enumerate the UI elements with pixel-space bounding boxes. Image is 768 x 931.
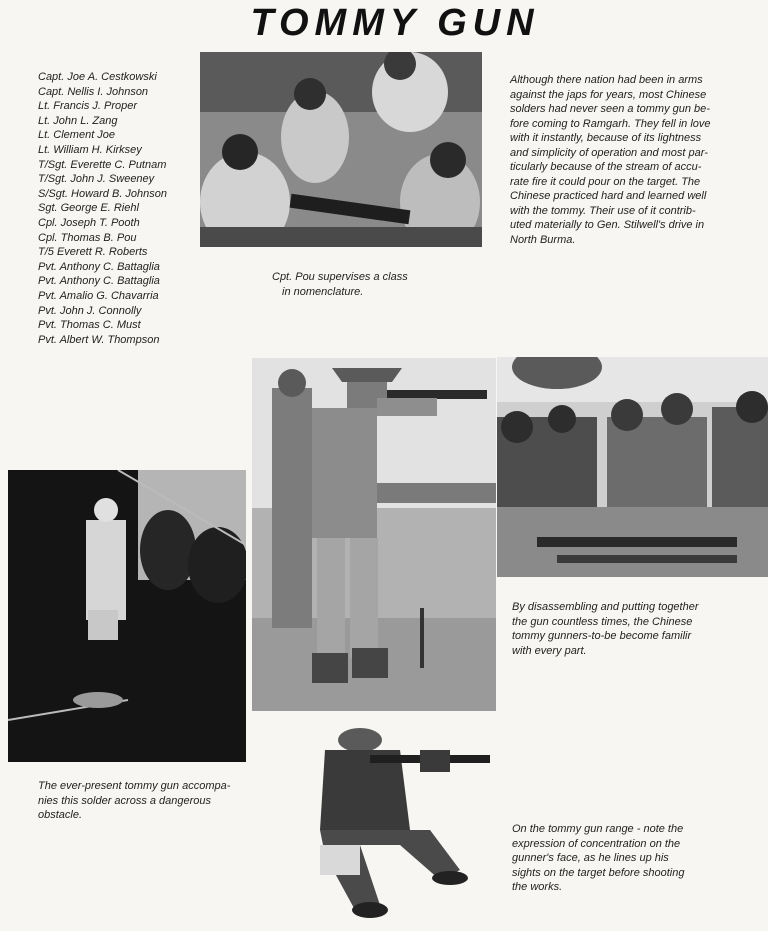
caption-range: On the tommy gun range - note the expression of concentration on the gunner's face, as he lines up his sights on the target before shooting the works. xyxy=(512,823,685,893)
photo-disassembly xyxy=(497,357,768,577)
roster-name: Capt. Joe A. Cestkowski xyxy=(38,71,157,83)
roster-name: S/Sgt. Howard B. Johnson xyxy=(38,187,168,200)
roster-name: Cpl. Joseph T. Pooth xyxy=(38,216,140,229)
roster-name: Cpl. Thomas B. Pou xyxy=(38,231,137,244)
roster-name: Lt. William H. Kirksey xyxy=(38,143,142,156)
caption-obstacle: The ever-present tommy gun accompa- nies this solder across a dangerous obstacle. xyxy=(38,780,231,821)
caption-class: Cpt. Pou supervises a class in nomenclature. xyxy=(272,271,408,298)
roster-name: Lt. Clement Joe xyxy=(38,129,116,142)
photo-standing-shooter xyxy=(252,358,496,711)
roster-name: T/Sgt. John J. Sweeney xyxy=(38,173,155,186)
photo-class-nomenclature xyxy=(200,52,482,247)
roster-name: Pvt. John J. Connolly xyxy=(38,304,142,317)
roster-name: Pvt. Albert W. Thompson xyxy=(38,333,160,346)
roster-name: Pvt. Amalio G. Chavarria xyxy=(38,289,159,302)
roster-name: Lt. John L. Zang xyxy=(38,114,118,127)
roster-name: Pvt. Thomas C. Must xyxy=(38,319,141,332)
intro-paragraph: Although there nation had been in arms against the japs for years, most Chinese solders had never seen a tommy gun be- fore coming to Ramgarh. They fell in love with it instantly, because of its lightness and simplicity of operation and most par- ticularly because of the stream of accu- rate fire it could pour on the target. The Chinese practiced hard and learned well with the tommy. Their use of it contrib- uted materially to Gen. Stilwell's drive in North Burma. xyxy=(510,74,711,246)
roster-name: Lt. Francis J. Proper xyxy=(38,100,138,113)
caption-disassembly: By disassembling and putting together the gun countless times, the Chinese tommy gunners-to-be become familir with every part. xyxy=(512,601,699,657)
photo-obstacle-crossing xyxy=(8,470,246,762)
photo-range-gunner xyxy=(300,720,500,920)
roster-name: Sgt. George E. Riehl xyxy=(38,202,139,215)
roster-name: Capt. Nellis I. Johnson xyxy=(38,85,149,98)
roster-name: Pvt. Anthony C. Battaglia xyxy=(38,275,160,288)
roster-name: T/5 Everett R. Roberts xyxy=(38,246,148,259)
roster-name: Pvt. Anthony C. Battaglia xyxy=(38,260,160,273)
page-title: TOMMY GUN xyxy=(250,2,540,44)
roster-name: T/Sgt. Everette C. Putnam xyxy=(38,158,167,171)
roster-list xyxy=(38,70,198,347)
